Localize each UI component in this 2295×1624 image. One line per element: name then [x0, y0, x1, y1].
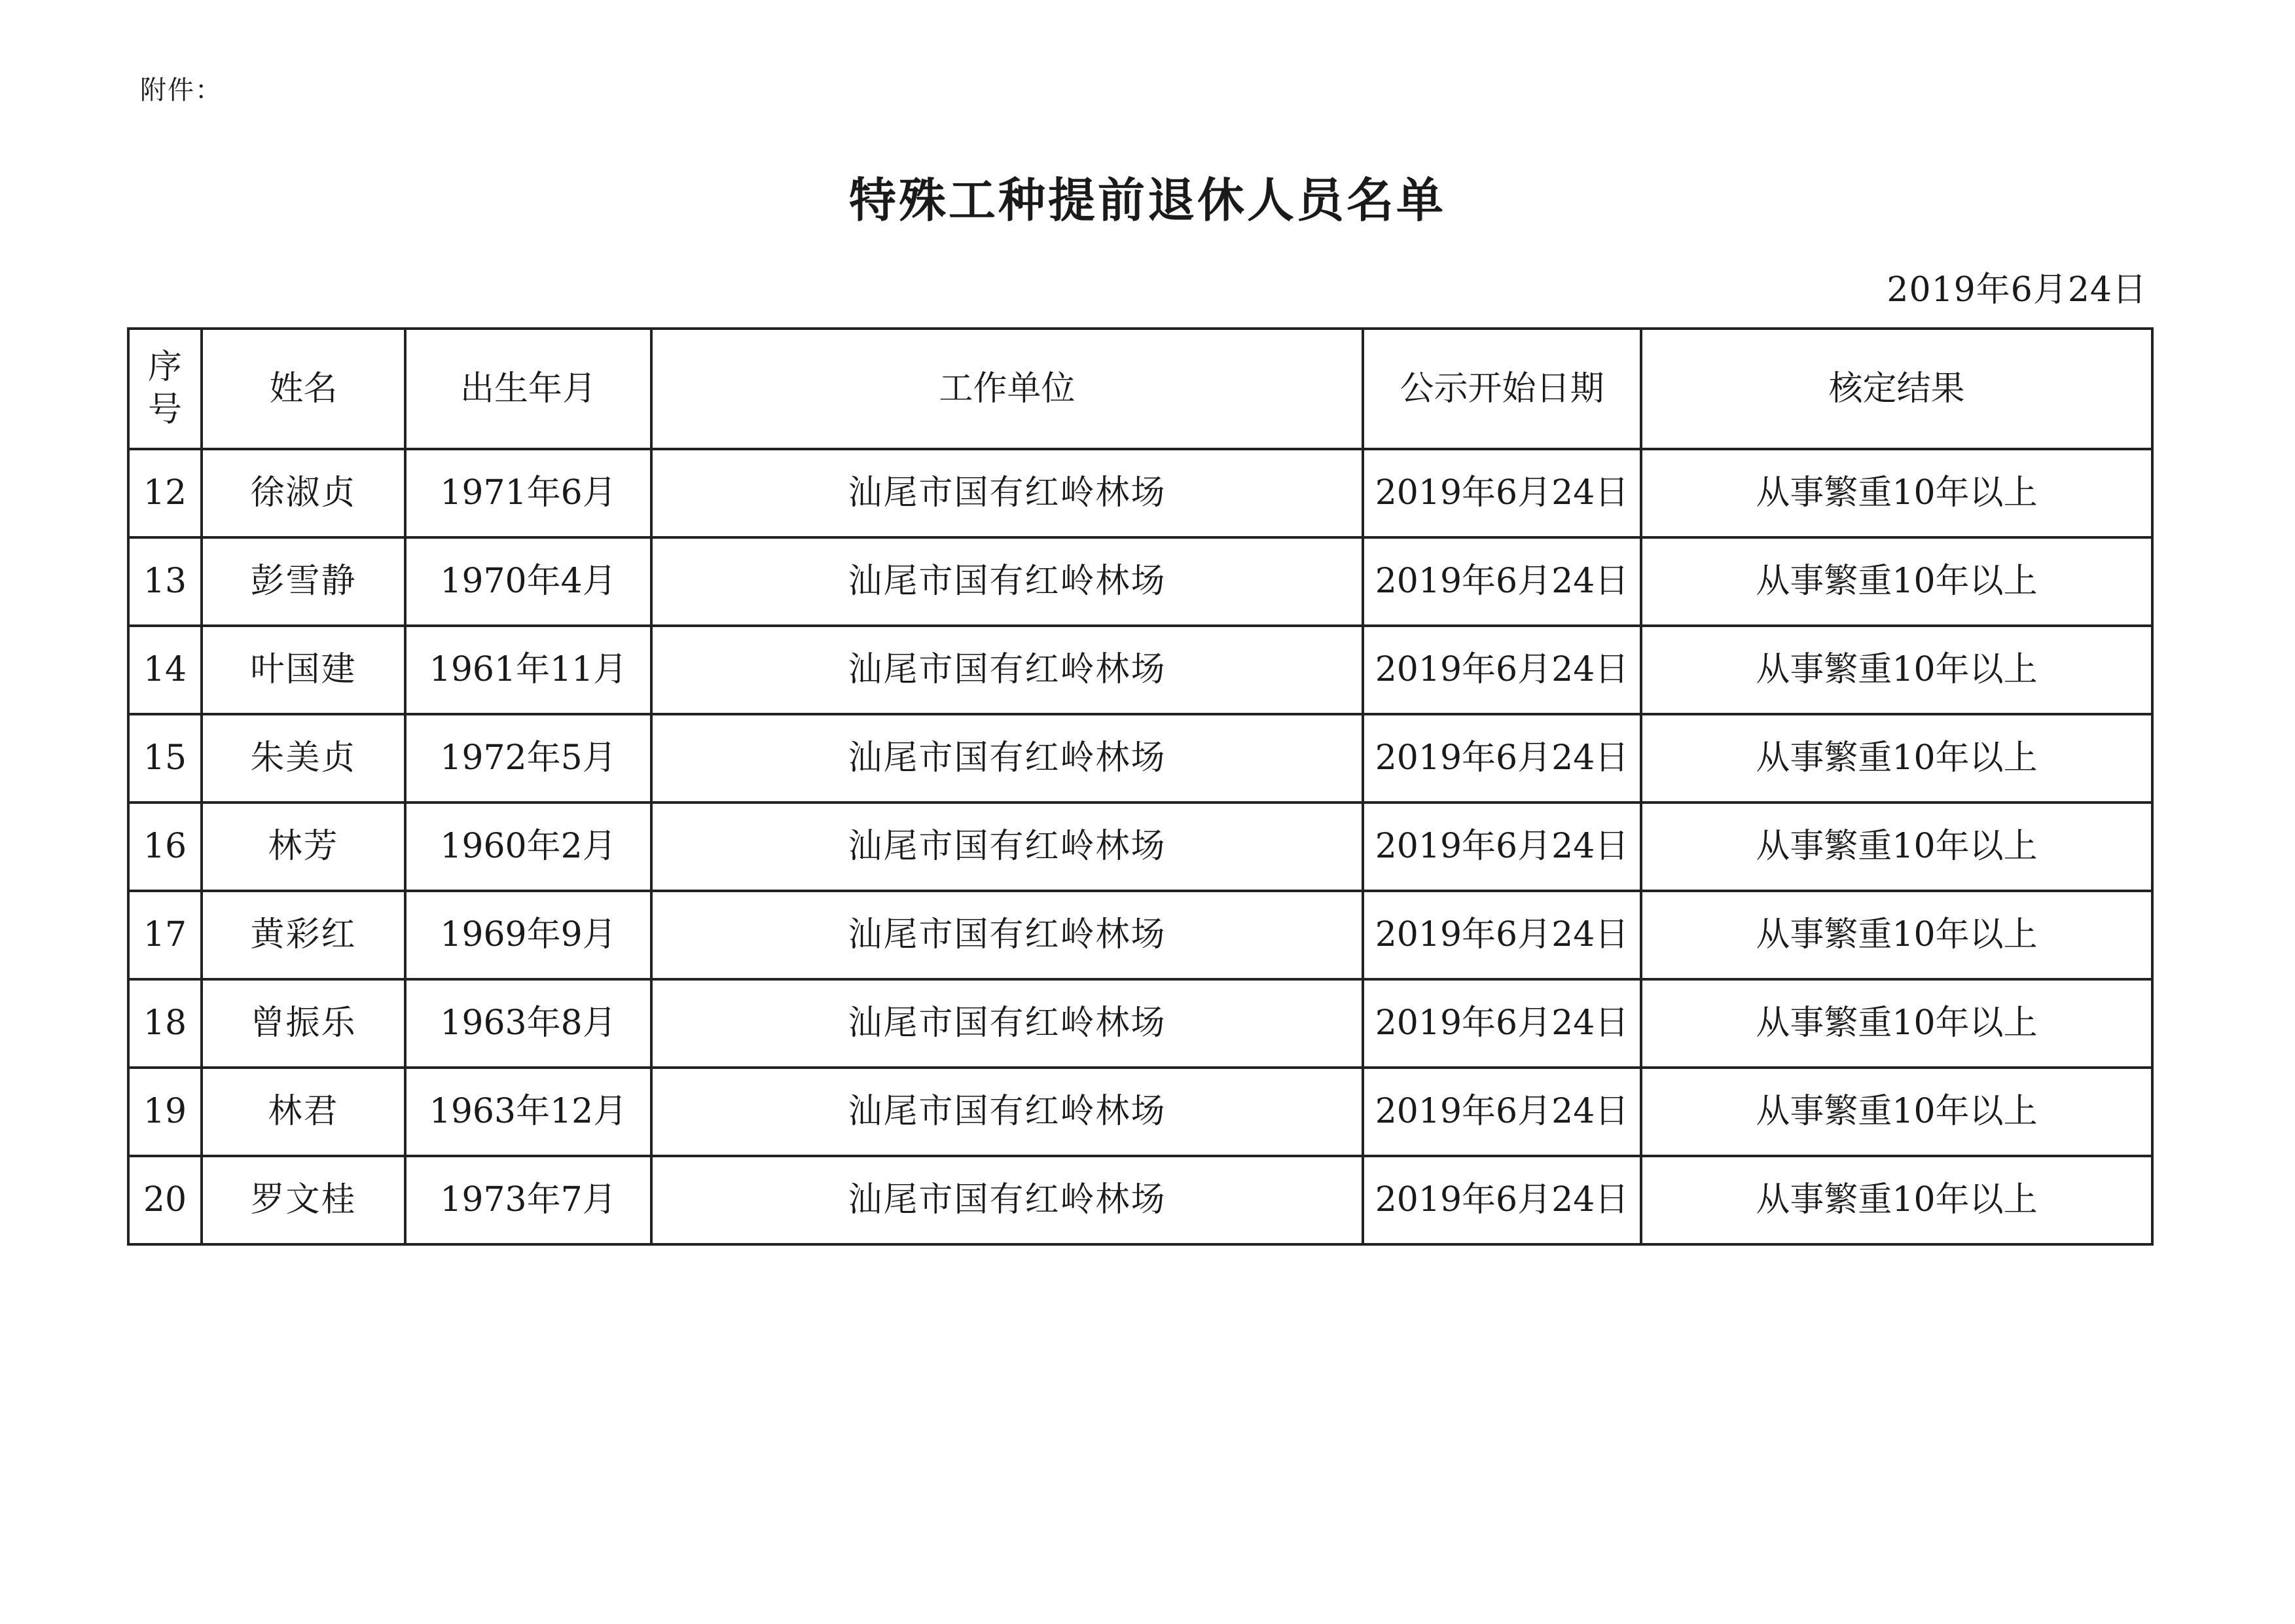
cell-name: 曾振乐	[202, 979, 405, 1068]
cell-birth: 1963年8月	[405, 979, 651, 1068]
cell-result: 从事繁重10年以上	[1641, 979, 2152, 1068]
header-seq-line1: 序	[147, 348, 182, 387]
attachment-label: 附件：	[140, 75, 223, 105]
header-unit: 工作单位	[651, 329, 1363, 449]
table-header	[128, 329, 2152, 449]
header-name: 姓名	[202, 329, 405, 449]
cell-name: 林芳	[202, 803, 405, 891]
cell-seq: 20	[128, 1156, 202, 1244]
document-title: 特殊工种提前退休人员名单	[848, 173, 1446, 228]
cell-unit: 汕尾市国有红岭林场	[651, 1156, 1363, 1244]
table-row	[128, 979, 2152, 1068]
cell-unit: 汕尾市国有红岭林场	[651, 626, 1363, 714]
table-row	[128, 449, 2152, 537]
cell-birth: 1961年11月	[405, 626, 651, 714]
cell-unit: 汕尾市国有红岭林场	[651, 537, 1363, 626]
cell-seq: 12	[128, 449, 202, 537]
cell-unit: 汕尾市国有红岭林场	[651, 1068, 1363, 1156]
cell-result: 从事繁重10年以上	[1641, 537, 2152, 626]
cell-result: 从事繁重10年以上	[1641, 626, 2152, 714]
cell-birth: 1970年4月	[405, 537, 651, 626]
cell-name: 叶国建	[202, 626, 405, 714]
cell-seq: 17	[128, 891, 202, 979]
cell-unit: 汕尾市国有红岭林场	[651, 891, 1363, 979]
header-seq-line2: 号	[147, 390, 182, 429]
cell-result: 从事繁重10年以上	[1641, 1156, 2152, 1244]
cell-birth: 1973年7月	[405, 1156, 651, 1244]
cell-result: 从事繁重10年以上	[1641, 449, 2152, 537]
table-row	[128, 1156, 2152, 1244]
cell-publicity-start: 2019年6月24日	[1363, 979, 1641, 1068]
cell-seq: 15	[128, 714, 202, 803]
cell-birth: 1969年9月	[405, 891, 651, 979]
header-row	[128, 329, 2152, 449]
cell-birth: 1971年6月	[405, 449, 651, 537]
table-row	[128, 803, 2152, 891]
cell-name: 黄彩红	[202, 891, 405, 979]
cell-name: 罗文桂	[202, 1156, 405, 1244]
cell-unit: 汕尾市国有红岭林场	[651, 449, 1363, 537]
table-row	[128, 1068, 2152, 1156]
cell-publicity-start: 2019年6月24日	[1363, 714, 1641, 803]
table-row	[128, 537, 2152, 626]
cell-name: 朱美贞	[202, 714, 405, 803]
cell-seq: 14	[128, 626, 202, 714]
cell-name: 徐淑贞	[202, 449, 405, 537]
cell-publicity-start: 2019年6月24日	[1363, 803, 1641, 891]
cell-unit: 汕尾市国有红岭林场	[651, 714, 1363, 803]
cell-seq: 18	[128, 979, 202, 1068]
cell-name: 林君	[202, 1068, 405, 1156]
cell-birth: 1960年2月	[405, 803, 651, 891]
cell-publicity-start: 2019年6月24日	[1363, 537, 1641, 626]
table-row	[128, 891, 2152, 979]
header-publicity-start: 公示开始日期	[1363, 329, 1641, 449]
header-seq	[128, 329, 202, 449]
cell-publicity-start: 2019年6月24日	[1363, 1068, 1641, 1156]
cell-publicity-start: 2019年6月24日	[1363, 449, 1641, 537]
cell-result: 从事繁重10年以上	[1641, 1068, 2152, 1156]
cell-publicity-start: 2019年6月24日	[1363, 626, 1641, 714]
cell-name: 彭雪静	[202, 537, 405, 626]
header-result: 核定结果	[1641, 329, 2152, 449]
table-row	[128, 626, 2152, 714]
cell-unit: 汕尾市国有红岭林场	[651, 979, 1363, 1068]
document-date: 2019年6月24日	[1887, 270, 2147, 310]
cell-result: 从事繁重10年以上	[1641, 891, 2152, 979]
cell-birth: 1972年5月	[405, 714, 651, 803]
cell-publicity-start: 2019年6月24日	[1363, 1156, 1641, 1244]
cell-birth: 1963年12月	[405, 1068, 651, 1156]
cell-seq: 16	[128, 803, 202, 891]
cell-result: 从事繁重10年以上	[1641, 803, 2152, 891]
table-row	[128, 714, 2152, 803]
cell-result: 从事繁重10年以上	[1641, 714, 2152, 803]
table-body	[128, 449, 2152, 1244]
cell-seq: 19	[128, 1068, 202, 1156]
cell-publicity-start: 2019年6月24日	[1363, 891, 1641, 979]
cell-unit: 汕尾市国有红岭林场	[651, 803, 1363, 891]
header-birth: 出生年月	[405, 329, 651, 449]
cell-seq: 13	[128, 537, 202, 626]
retirement-roster-table	[127, 327, 2154, 1246]
